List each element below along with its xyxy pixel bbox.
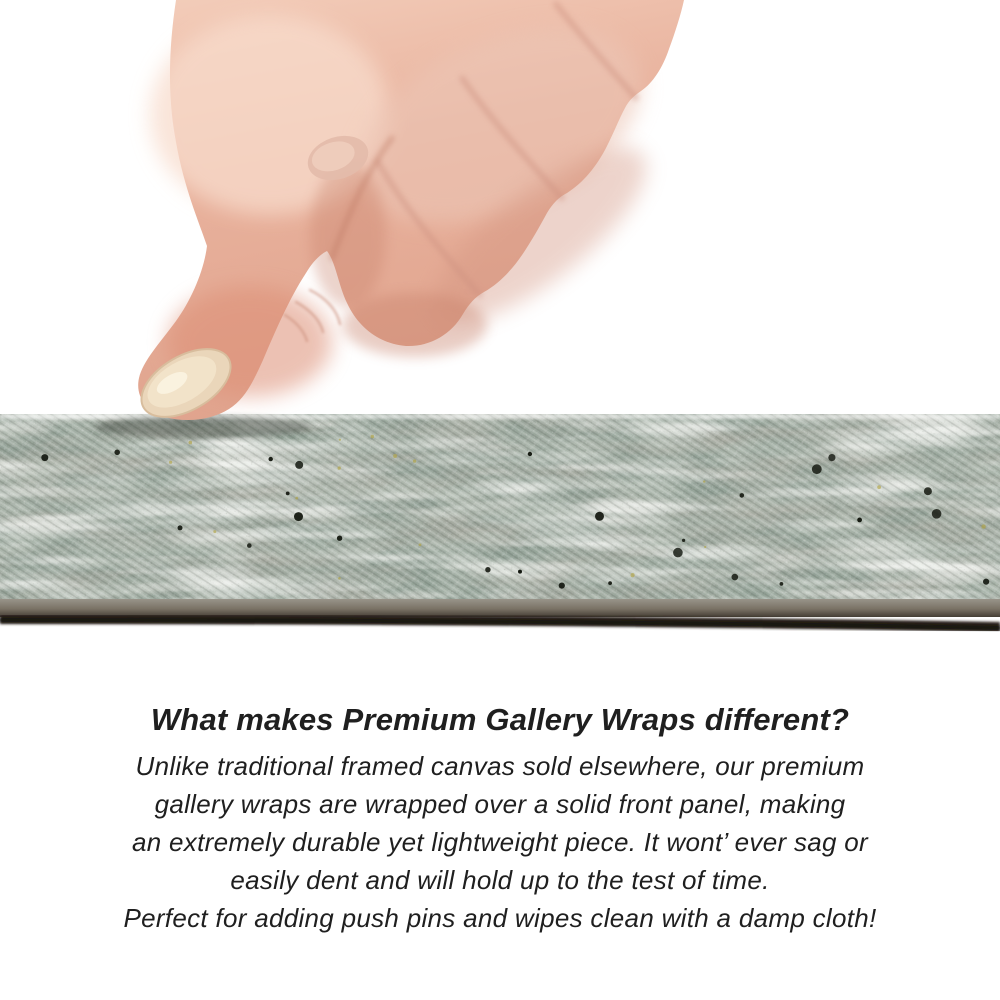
caption-line: gallery wraps are wrapped over a solid front panel, making	[154, 789, 846, 819]
canvas-weave-cross	[0, 414, 1000, 602]
caption-heading: What makes Premium Gallery Wraps different?	[150, 702, 850, 737]
caption-line: Perfect for adding push pins and wipes clean with a damp cloth!	[123, 903, 877, 933]
thumb-contact-shadow	[95, 416, 311, 438]
caption-block	[0, 699, 1000, 937]
hand	[130, 0, 684, 431]
canvas-strip	[0, 414, 1000, 628]
caption-line: an extremely durable yet lightweight piece. It wont’ ever sag or	[131, 827, 869, 857]
caption-line: Unlike traditional framed canvas sold elsewhere, our premium	[135, 751, 865, 781]
caption-line: easily dent and will hold up to the test of time.	[230, 865, 770, 895]
caption-body	[0, 747, 1000, 937]
